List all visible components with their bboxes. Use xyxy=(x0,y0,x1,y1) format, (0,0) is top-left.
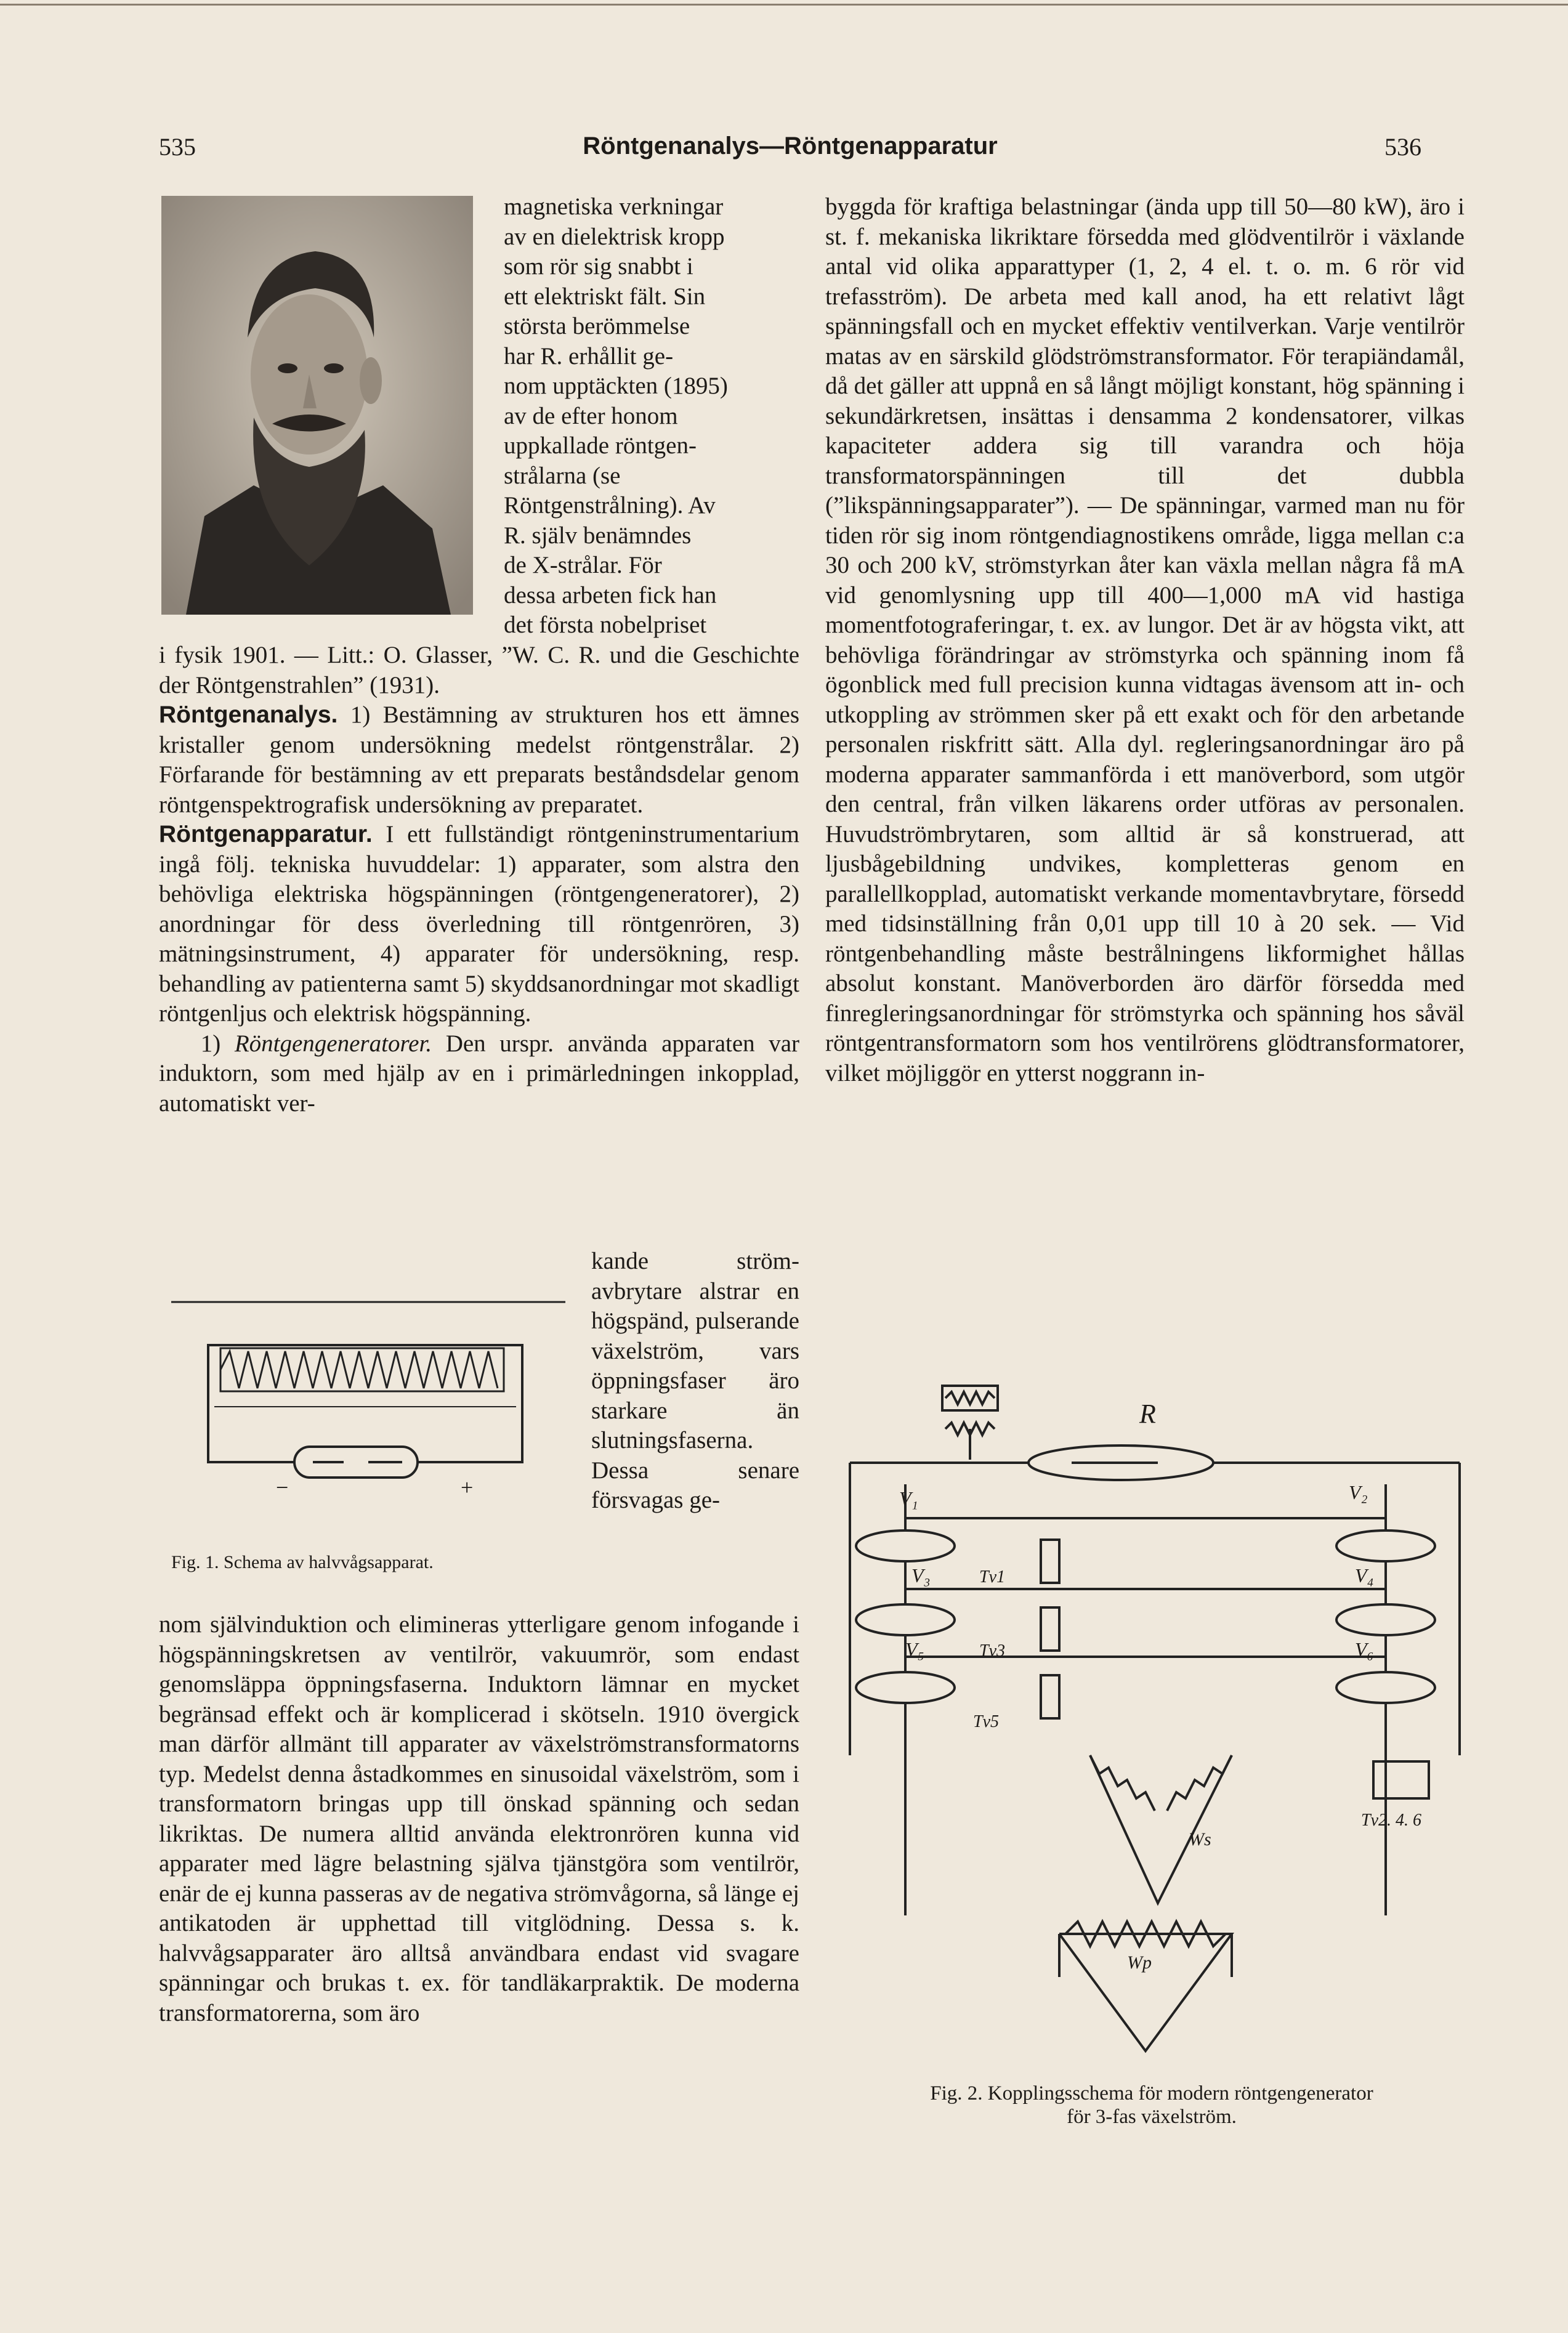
caption-line: Fig. 2. Kopplingsschema för modern röntgengenerator xyxy=(930,2082,1373,2105)
left-page-number: 535 xyxy=(159,133,196,161)
text-line: ett elektriskt fält. Sin xyxy=(504,283,706,310)
paragraph-rontgenapparatur xyxy=(159,820,799,1029)
text-line: dessa arbeten fick han xyxy=(504,581,717,609)
paragraph-generatorer xyxy=(159,1029,799,1119)
portrait-side-text xyxy=(504,192,799,641)
section-title: Röntgengeneratorer. xyxy=(234,1030,432,1057)
entry-heading-rontgenanalys: Röntgenanalys. xyxy=(159,702,338,728)
label-Ws: Ws xyxy=(1189,1829,1211,1850)
label-V6: V₆ xyxy=(1355,1638,1374,1660)
figure-2-caption xyxy=(831,2082,1472,2129)
label-V5: V₅ xyxy=(905,1638,924,1660)
label-V2: V₂ xyxy=(1349,1481,1368,1503)
text-line: det första nobelpriset xyxy=(504,612,707,638)
text-line: som rör sig snabbt i xyxy=(504,253,693,280)
plus-sign: + xyxy=(461,1475,474,1500)
left-column xyxy=(159,641,799,1118)
label-V3: V₃ xyxy=(911,1564,931,1587)
entry-heading-rontgenapparatur: Röntgenapparatur. xyxy=(159,821,373,847)
text-line: av en dielektrisk kropp xyxy=(504,223,725,250)
text-line: de X-strålar. För xyxy=(504,552,662,578)
figure-1-wrap-text: kande ström-avbrytare alstrar en högspänd, pulserande växelström, vars öppningsfaser äro starkare än slutningsfaserna. Dessa senare försvagas ge- xyxy=(591,1248,799,1513)
label-Tv3: Tv3 xyxy=(979,1641,1005,1660)
caption-line: för 3-fas växelström. xyxy=(1067,2106,1237,2128)
label-R: R xyxy=(1139,1399,1156,1429)
paragraph-litt: i fysik 1901. — Litt.: O. Glasser, ”W. C. R. und die Geschichte der Röntgenstrahlen” (1931). xyxy=(159,642,799,698)
text-line: Röntgenstrålning). Av xyxy=(504,492,716,519)
running-title: Röntgenanalys—Röntgenapparatur xyxy=(583,132,998,160)
entry-body: 1) Bestämning av strukturen hos ett ämnes kristaller genom undersökning medelst röntgenstrålar. 2) Förfarande för bestämning av ett preparats beståndsdelar genom röntgenspektrografisk undersökning av preparatet. xyxy=(159,702,799,818)
label-Tv246: Tv2. 4. 6 xyxy=(1361,1811,1421,1830)
entry-body: I ett fullständigt röntgeninstrumentarium ingå följ. tekniska huvuddelar: 1) apparater, som alstra den behövliga elektriska högspänningen (röntgengeneratorer), 2) anordningar för dess överledning till röntgenrören, 3) mätningsinstrument, 4) apparater för undersökning, resp. behandling av patienterna samt 5) skyddsanordningar mot skadligt röntgenljus och elektrisk högspänning. xyxy=(159,821,799,1027)
text-line: strålarna (se xyxy=(504,462,621,489)
label-Tv5: Tv5 xyxy=(973,1712,999,1731)
section-number: 1) xyxy=(200,1030,221,1057)
right-page-number: 536 xyxy=(1384,133,1421,161)
text-line: uppkallade röntgen- xyxy=(504,432,697,459)
portrait-image xyxy=(161,196,473,615)
figure-1-caption: Fig. 1. Schema av halvvågsapparat. xyxy=(171,1552,434,1572)
text-line: nom upptäckten (1895) xyxy=(504,373,728,399)
top-rule xyxy=(0,4,1568,6)
entry-body: Den urspr. använda apparaten var induktorn, som med hjälp av en i primärledningen inkopplad, automatiskt ver- xyxy=(159,1030,800,1117)
figure-2-diagram xyxy=(838,1361,1472,2082)
minus-sign: − xyxy=(276,1475,289,1500)
text-line: av de efter honom xyxy=(504,402,678,429)
left-column-continued: nom självinduktion och elimineras ytterligare genom infogande i högspänningskretsen av ventilrör, vakuumrör, som endast genomsläppa öppningsfaserna. Induktorn lämnar en mycket begränsad effekt och är komplicerad i skötseln. 1910 övergick man därför allmänt till apparater av växelströmstransformatorns typ. Medelst denna åstadkommes en sinusoidal växelström, som i transformatorn bringas upp till önskad spänning och sedan likriktas. De numera alltid använda elektronrören kunna vid apparater med lägre belastning själva tjänstgöra som ventilrör, enär de ej kunna passeras av de negativa strömvågorna, så länge ej antikatoden är upphettad till vitglödning. Dessa s. k. halvvågsapparater äro alltså användbara endast vid svagare spänningar och brukas t. ex. för tandläkarpraktik. De moderna transformatorerna, som äro xyxy=(159,1611,799,2026)
text-line: största berömmelse xyxy=(504,313,690,339)
text-line: magnetiska verkningar xyxy=(504,193,724,220)
text-line: R. själv benämndes xyxy=(504,522,692,549)
label-V4: V₄ xyxy=(1355,1564,1374,1587)
label-Tv1: Tv1 xyxy=(979,1567,1005,1587)
figure-1-diagram xyxy=(159,1290,584,1555)
label-V1: V₁ xyxy=(899,1487,918,1510)
text-line: har R. erhållit ge- xyxy=(504,342,674,370)
right-column: byggda för kraftiga belastningar (ända upp till 50—80 kW), äro i st. f. mekaniska likriktare försedda med glödventilrör i växlande antal vid olika apparattyper (1, 2, 4 el. t. o. m. 6 rör vid trefasström). De arbeta med kall anod, ha ett relativt lågt spänningsfall och en mycket effektiv ventilverkan. Varje ventilrör matas av en särskild glödströmstransformator. För terapiändamål, då det gäller att uppnå en så långt möjligt konstant, hög spänning i sekundärkretsen, insättas i densamma 2 kondensatorer, vilkas kapaciteter addera sig till varandra och höja transformatorspänningen till det dubbla (”likspänningsapparater”). — De spänningar, varmed man nu för tiden rör sig inom röntgendiagnostikens område, ligga mellan c:a 30 och 200 kV, strömstyrkan åter kan växla mellan några få mA vid genomlysning upp till 400—1,000 mA vid hastiga momentfotograferingar, t. ex. av lungor. Det är av högsta vikt, att behövliga förändringar av strömstyrka och spänning inom få ögonblick med full precision kunna vidtagas ävensom att in- och utkoppling av strömmen sker på ett exakt och för den arbetande personalen riskfritt sätt. Alla dyl. regleringsanordningar äro på moderna apparater sammanförda i ett manöverbord, som utgör den central, från vilken läkarens order utföras av personalen. Huvudströmbrytaren, som alltid är så konstruerad, att ljusbågebildning undvikes, kompletteras genom en parallellkopplad, automatiskt verkande momentavbrytare, försedd med tidsinställning från 0,01 upp till 10 à 20 sek. — Vid röntgenbehandling måste bestrålningens likformighet hållas absolut konstant. Manöverborden äro därför försedda med finregleringsanordningar för strömstyrka och spänning hos såväl röntgentransformatorn som hos ventilrörens glödtransformatorer, vilket möjliggör en ytterst noggrann in- xyxy=(825,193,1465,1086)
label-Wp: Wp xyxy=(1127,1952,1152,1973)
paragraph-rontgenanalys xyxy=(159,700,799,820)
page-header xyxy=(159,132,1421,169)
